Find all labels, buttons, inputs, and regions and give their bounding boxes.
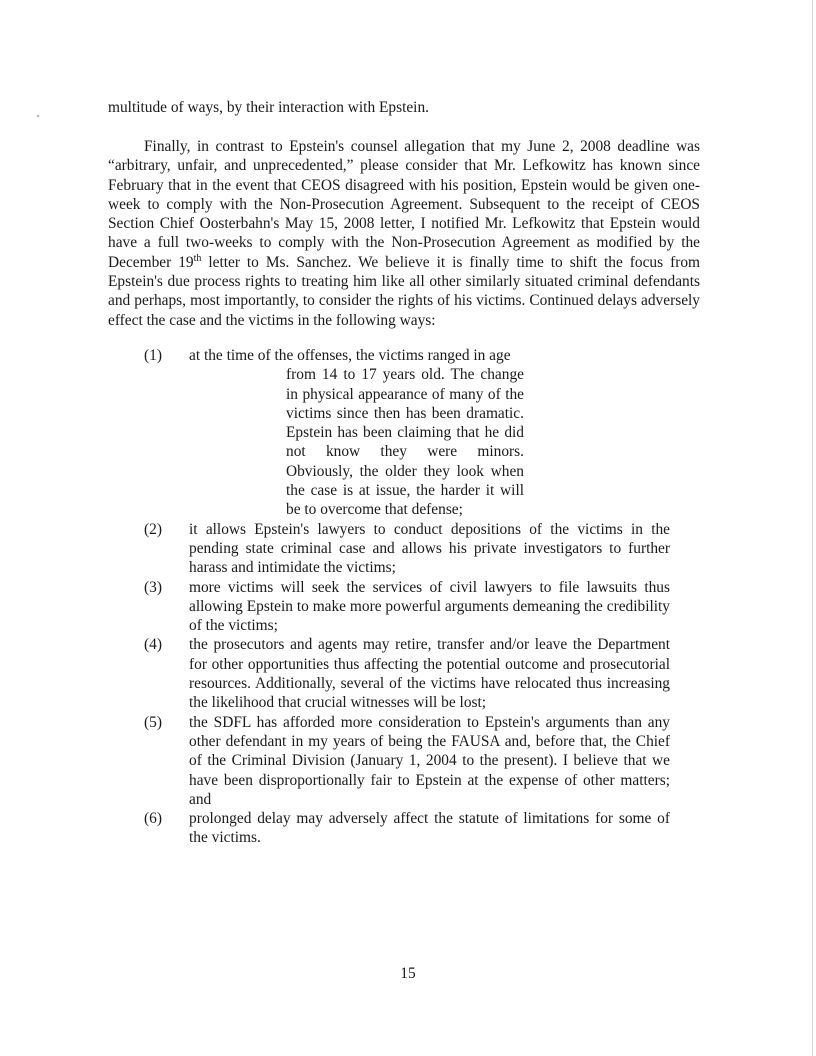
list-item-text: more victims will seek the services of civil lawyers to file lawsuits thus allowing Epstein to make more powerful arguments demeaning the credibility of the victims; bbox=[189, 578, 670, 635]
list-item bbox=[144, 635, 670, 712]
list-item bbox=[144, 713, 670, 809]
list-item-lead-text: at the time of the offenses, the victims ranged in age bbox=[189, 347, 511, 364]
list-item bbox=[144, 346, 670, 520]
list-item-text: the prosecutors and agents may retire, transfer and/or leave the Department for other opportunities thus affecting the potential outcome and prosecutorial resources. Additionally, several of the victims have relocated thus increasing the likelihood that crucial witnesses will be lost; bbox=[189, 636, 670, 712]
ordinal-superscript: th bbox=[193, 252, 202, 264]
list-item-text: from 14 to 17 years old. The change in physical appearance of many of the victims since then has been dramatic. Epstein has been claiming that he did not know they were minors. Obviously, the older they look when the case is at issue, the harder it will be to overcome that defense; bbox=[286, 366, 524, 519]
list-item bbox=[144, 809, 670, 848]
list-item-text: the SDFL has afforded more consideration to Epstein's arguments than any other defendant in my years of being the FAUSA and, before that, the Chief of the Criminal Division (January 1, 2004 to the present). I believe that we have been disproportionally fair to Epstein at the expense of other matters; and bbox=[189, 713, 670, 808]
paragraph-text-part-2: letter to Ms. Sanchez. We believe it is finally time to shift the focus from Epstein's due process rights to treating him like all other similarly situated criminal defendants and perhaps, most importantly, to consider the rights of his victims. Continued delays adversely effect the case and the victims in the following ways: bbox=[108, 253, 700, 329]
list-item-number: (3) bbox=[144, 578, 162, 596]
scan-speck bbox=[37, 115, 39, 117]
numbered-list bbox=[144, 346, 670, 848]
list-item-number: (4) bbox=[144, 636, 162, 654]
list-item-number: (1) bbox=[144, 347, 162, 364]
continuation-line: multitude of ways, by their interaction with Epstein. bbox=[108, 99, 430, 116]
list-item-text: it allows Epstein's lawyers to conduct depositions of the victims in the pending state criminal case and allows his private investigators to further harass and intimidate the victims; bbox=[189, 520, 670, 577]
list-item-number: (5) bbox=[144, 713, 162, 731]
paragraph-text-part-1: Finally, in contrast to Epstein's counsel allegation that my June 2, 2008 deadline was “arbitrary, unfair, and unprecedented,” please consider that Mr. Lefkowitz has known since February that in the event that CEOS disagreed with his position, Epstein would be given one-week to comply with the Non-Prosecution Agreement. Subsequent to the receipt of CEOS Section Chief Oosterbahn's May 15, 2008 letter, I notified Mr. Lefkowitz that Epstein would have a full two-weeks to comply with the Non-Prosecution Agreement as modified by the December 19 bbox=[108, 138, 700, 271]
list-item-number: (2) bbox=[144, 520, 162, 538]
scan-edge-line bbox=[812, 0, 813, 1056]
list-item-text: prolonged delay may adversely affect the statute of limitations for some of the victims. bbox=[189, 810, 670, 847]
list-item-number: (6) bbox=[144, 810, 162, 828]
body-paragraph bbox=[108, 137, 700, 330]
list-item bbox=[144, 578, 670, 636]
list-item bbox=[144, 520, 670, 578]
page-number: 15 bbox=[400, 965, 416, 982]
